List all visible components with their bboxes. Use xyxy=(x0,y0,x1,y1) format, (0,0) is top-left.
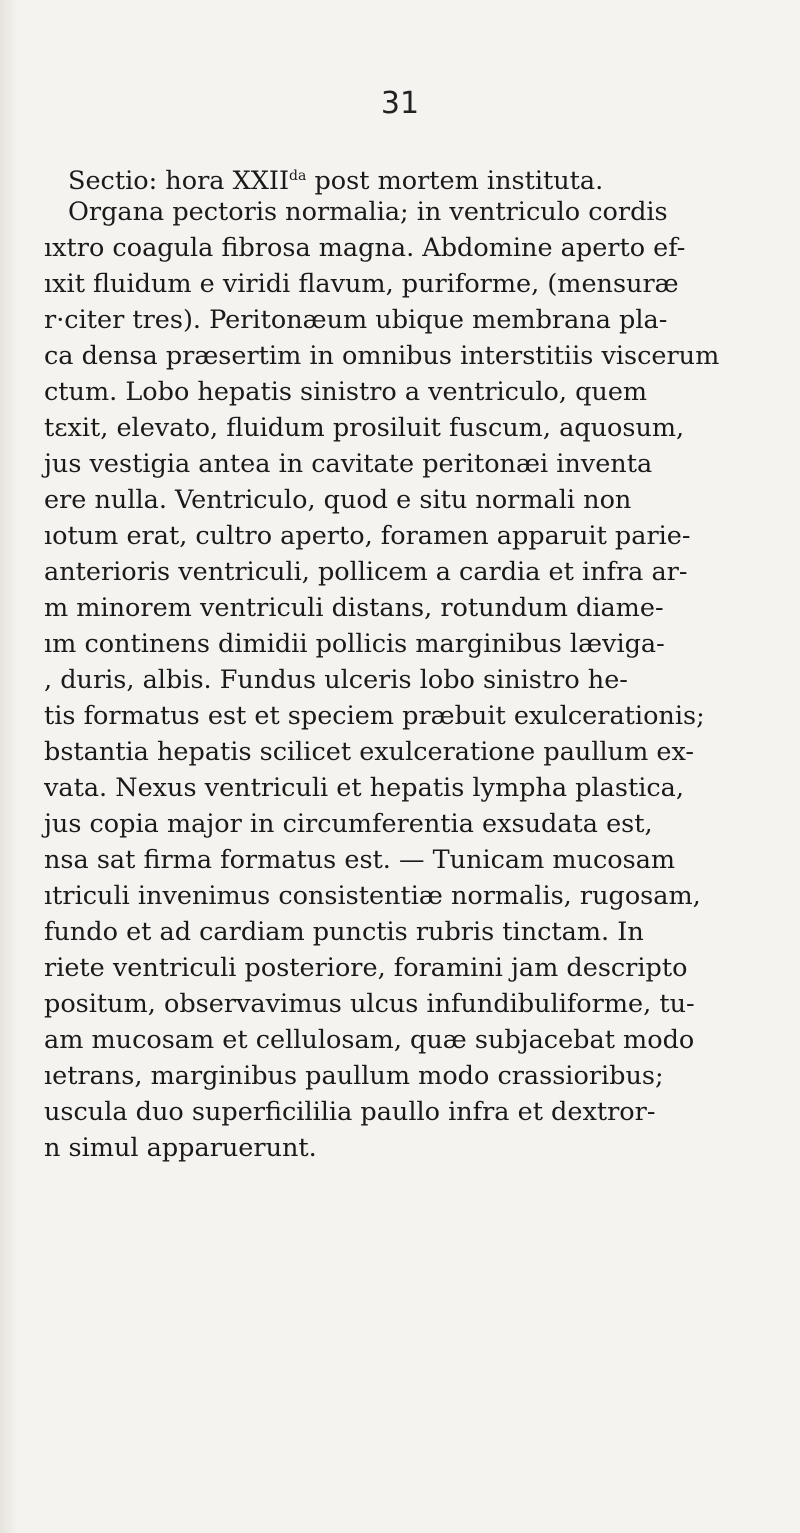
text-line: r·citer tres). Peritonæum ubique membrana pla- xyxy=(44,305,668,335)
line-text: post mortem instituta. xyxy=(306,166,604,196)
text-line: fundo et ad cardiam punctis rubris tinctam. In xyxy=(44,917,644,947)
text-line: tis formatus est et speciem præbuit exulcerationis; xyxy=(44,701,705,731)
text-line: ıxtro coagula fibrosa magna. Abdomine aperto ef- xyxy=(44,233,686,263)
text-line: riete ventriculi posteriore, foramini jam descripto xyxy=(44,953,688,983)
text-line: jus vestigia antea in cavitate peritonæi inventa xyxy=(44,449,653,479)
text-line: am mucosam et cellulosam, quæ subjacebat modo xyxy=(44,1025,695,1055)
text-line: Organa pectoris normalia; in ventriculo cordis xyxy=(68,197,668,227)
text-line: ıtriculi invenimus consistentiæ normalis, rugosam, xyxy=(44,881,701,911)
text-line: tεxit, elevato, fluidum prosiluit fuscum, aquosum, xyxy=(44,413,685,443)
text-line: ıetrans, marginibus paullum modo crassioribus; xyxy=(44,1061,664,1091)
text-line: anterioris ventriculi, pollicem a cardia et infra ar- xyxy=(44,557,688,587)
text-line: positum, observavimus ulcus infundibuliforme, tu- xyxy=(44,989,695,1019)
text-line: uscula duo superficililia paullo infra et dextror- xyxy=(44,1097,656,1127)
text-line: m minorem ventriculi distans, rotundum diame- xyxy=(44,593,664,623)
text-line: ım continens dimidii pollicis marginibus læviga- xyxy=(44,629,665,659)
text-line: ctum. Lobo hepatis sinistro a ventriculo, quem xyxy=(44,377,648,407)
text-line: bstantia hepatis scilicet exulceratione paullum ex- xyxy=(44,737,694,767)
text-line: n simul apparuerunt. xyxy=(44,1133,317,1163)
text-line: , duris, albis. Fundus ulceris lobo sinistro he- xyxy=(44,665,628,695)
binding-gutter-shadow xyxy=(0,0,18,1533)
text-line: nsa sat firma formatus est. — Tunicam mucosam xyxy=(44,845,676,875)
text-line: ıxit fluidum e viridi flavum, puriforme, (mensuræ xyxy=(44,269,679,299)
page-number: 31 xyxy=(380,86,420,121)
text-line: ıotum erat, cultro aperto, foramen apparuit parie- xyxy=(44,521,691,551)
text-line: ca densa præsertim in omnibus interstitiis viscerum xyxy=(44,341,720,371)
text-line xyxy=(68,158,768,199)
line-text: Sectio: hora XXII xyxy=(68,166,290,196)
text-line: jus copia major in circumferentia exsudata est, xyxy=(44,809,653,839)
text-line: ere nulla. Ventriculo, quod e situ normali non xyxy=(44,485,632,515)
superscript: da xyxy=(289,168,307,184)
text-line: vata. Nexus ventriculi et hepatis lympha plastica, xyxy=(44,773,684,803)
